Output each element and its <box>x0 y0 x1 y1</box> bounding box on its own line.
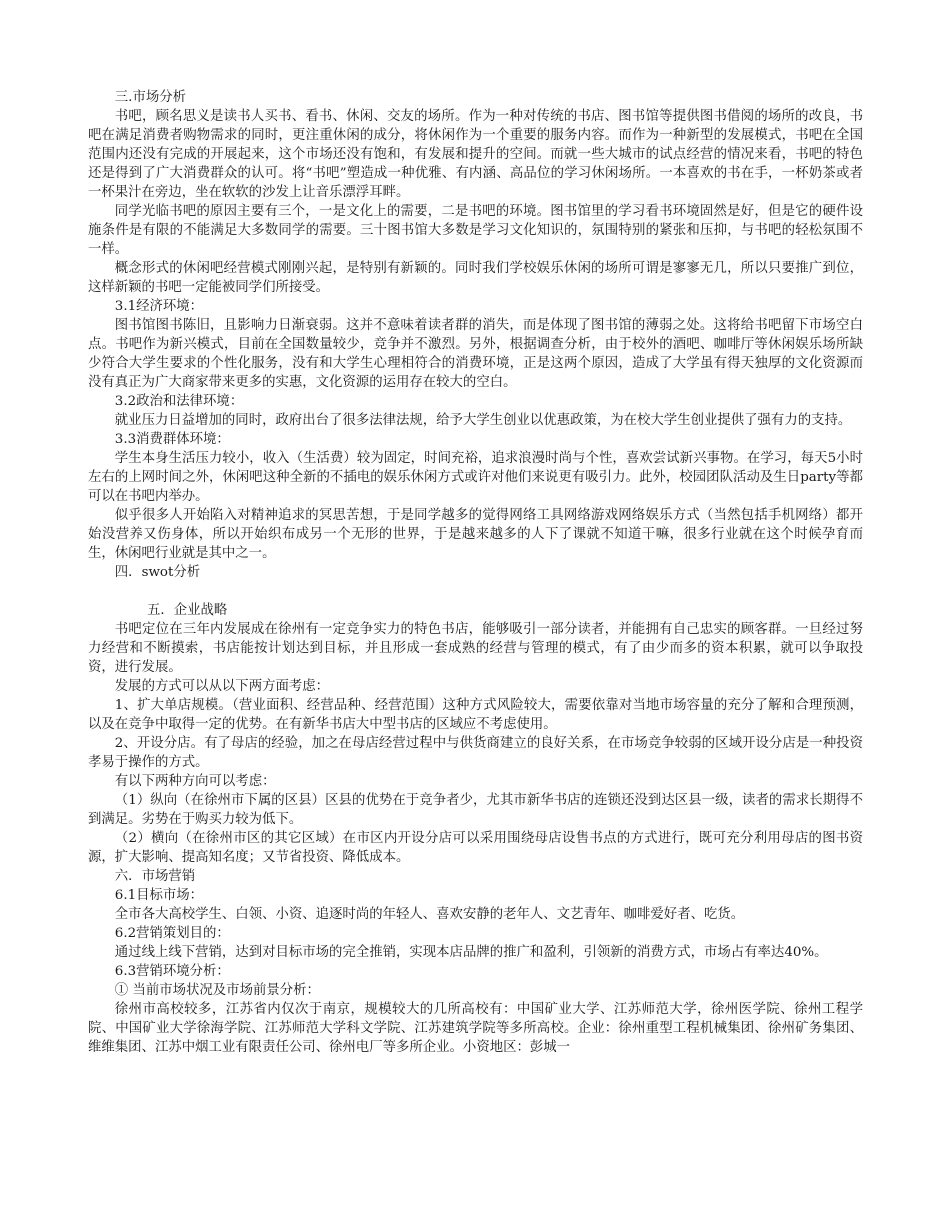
subsection-heading-economic: 3.1经济环境： <box>114 299 204 314</box>
paragraph: ① 当前市场状况及市场前景分析： <box>114 983 320 998</box>
paragraph: 通过线上线下营销，达到对目标市场的完全推销，实现本店品牌的推广和盈利，引领新的消费方式，市场占有率达40%。 <box>114 945 828 960</box>
paragraph: 概念形式的休闲吧经营模式刚刚兴起，是特别有新颖的。同时我们学校娱乐休闲的场所可谓是寥寥无几，所以只要推广到位，这样新颖的书吧一定能被同学们所接受。 <box>88 261 863 295</box>
subsection-heading-target-market: 6.1目标市场： <box>114 888 204 903</box>
section-heading-strategy: 五．企业战略 <box>146 603 228 618</box>
paragraph: 全市各大高校学生、白领、小资、追逐时尚的年轻人、喜欢安静的老年人、文艺青年、咖啡爱好者、吃货。 <box>114 907 745 922</box>
paragraph: （2）横向（在徐州市区的其它区域）在市区内开设分店可以采用围绕母店设售书点的方式进行，既可充分利用母店的图书资源，扩大影响、提高知名度；又节省投资、降低成本。 <box>88 831 863 865</box>
paragraph: 徐州市高校较多，江苏省内仅次于南京，规模较大的几所高校有：中国矿业大学、江苏师范大学，徐州医学院、徐州工程学院、中国矿业大学徐海学院、江苏师范大学科文学院、江苏建筑学院等多所高校。企业：徐州重型工程机械集团、徐州矿务集团、维维集团、江苏中烟工业有限责任公司、徐州电厂等多所企业。小资地区：彭城一 <box>88 1002 863 1055</box>
document-page <box>88 88 863 1057</box>
paragraph: （1）纵向（在徐州市下属的区县）区县的优势在于竞争者少，尤其市新华书店的连锁还没到达区县一级，读者的需求长期得不到满足。劣势在于购买力较为低下。 <box>88 793 863 827</box>
paragraph: 1、扩大单店规模。（营业面积、经营品种、经营范围）这种方式风险较大，需要依靠对当地市场容量的充分了解和合理预测，以及在竞争中取得一定的优势。在有新华书店大中型书店的区域应不考虑使用。 <box>88 698 863 732</box>
paragraph: 2、开设分店。有了母店的经验，加之在母店经营过程中与供货商建立的良好关系，在市场竞争较弱的区域开设分店是一种投资孝易于操作的方式。 <box>88 736 863 770</box>
paragraph: 发展的方式可以从以下两方面考虑： <box>114 679 330 694</box>
subsection-heading-political-legal: 3.2政治和法律环境： <box>114 394 244 409</box>
paragraph: 就业压力日益增加的同时，政府出台了很多法律法规，给予大学生创业以优惠政策，为在校大学生创业提供了强有力的支持。 <box>114 413 852 428</box>
subsection-heading-marketing-environment: 6.3营销环境分析： <box>114 964 230 979</box>
paragraph: 书吧，顾名思义是读书人买书、看书、休闲、交友的场所。作为一种对传统的书店、图书馆等提供图书借阅的场所的改良，书吧在满足消费者购物需求的同时，更注重休闲的成分，将休闲作为一个重要的服务内容。而作为一种新型的发展模式，书吧在全国范围内还没有完成的开展起来，这个市场还没有饱和，有发展和提升的空间。而就一些大城市的试点经营的情况来看，书吧的特色还是得到了广大消费群众的认可。将“书吧”塑造成一种优雅、有内涵、高品位的学习休闲场所。一本喜欢的书在手，一杯奶茶或者一杯果汁在旁边，坐在软软的沙发上让音乐漂浮耳畔。 <box>88 109 863 200</box>
section-heading-market-analysis: 三.市场分析 <box>114 90 187 105</box>
paragraph: 同学光临书吧的原因主要有三个，一是文化上的需要，二是书吧的环境。图书馆里的学习看书环境固然是好，但是它的硬件设施条件是有限的不能满足大多数同学的需要。三十图书馆大多数是学习文化知识的，氛围特别的紧张和压抑，与书吧的轻松氛围不一样。 <box>88 204 863 257</box>
paragraph: 书吧定位在三年内发展成在徐州有一定竞争实力的特色书店，能够吸引一部分读者，并能拥有自己忠实的顾客群。一旦经过努力经营和不断摸索，书店能按计划达到目标，并且形成一套成熟的经营与管理的模式，有了由少而多的资本积累，就可以争取投资，进行发展。 <box>88 622 863 675</box>
blank-line <box>88 582 863 601</box>
section-heading-swot: 四．swot分析 <box>114 565 201 580</box>
paragraph: 图书馆图书陈旧，且影响力日渐衰弱。这并不意味着读者群的消失，而是体现了图书馆的薄弱之处。这将给书吧留下市场空白点。书吧作为新兴模式，目前在全国数量较少，竞争并不激烈。另外，根据调查分析，由于校外的酒吧、咖啡厅等休闲娱乐场所缺少符合大学生要求的个性化服务，没有和大学生心理相符合的消费环境，正是这两个原因，造成了大学虽有得天独厚的文化资源而没有真正为广大商家带来更多的实惠，文化资源的运用存在较大的空白。 <box>88 318 863 390</box>
subsection-heading-consumer-group: 3.3消费群体环境： <box>114 432 230 447</box>
subsection-heading-marketing-goal: 6.2营销策划目的： <box>114 926 230 941</box>
section-heading-marketing: 六．市场营销 <box>114 869 196 884</box>
paragraph: 似乎很多人开始陷入对精神追求的冥思苦想，于是同学越多的觉得网络工具网络游戏网络娱乐方式（当然包括手机网络）都开始没营养又伤身体，所以开始织布成另一个无形的世界，于是越来越多的人下了课就不知道干嘛，很多行业就在这个时候孕育而生，休闲吧行业就是其中之一。 <box>88 508 863 561</box>
paragraph: 有以下两种方向可以考虑： <box>114 774 276 789</box>
paragraph: 学生本身生活压力较小，收入（生活费）较为固定，时间充裕，追求浪漫时尚与个性，喜欢尝试新兴事物。在学习，每天5小时左右的上网时间之外，休闲吧这种全新的不插电的娱乐休闲方式或许对他们来说更有吸引力。此外，校园团队活动及生日party等都可以在书吧内举办。 <box>88 451 863 504</box>
